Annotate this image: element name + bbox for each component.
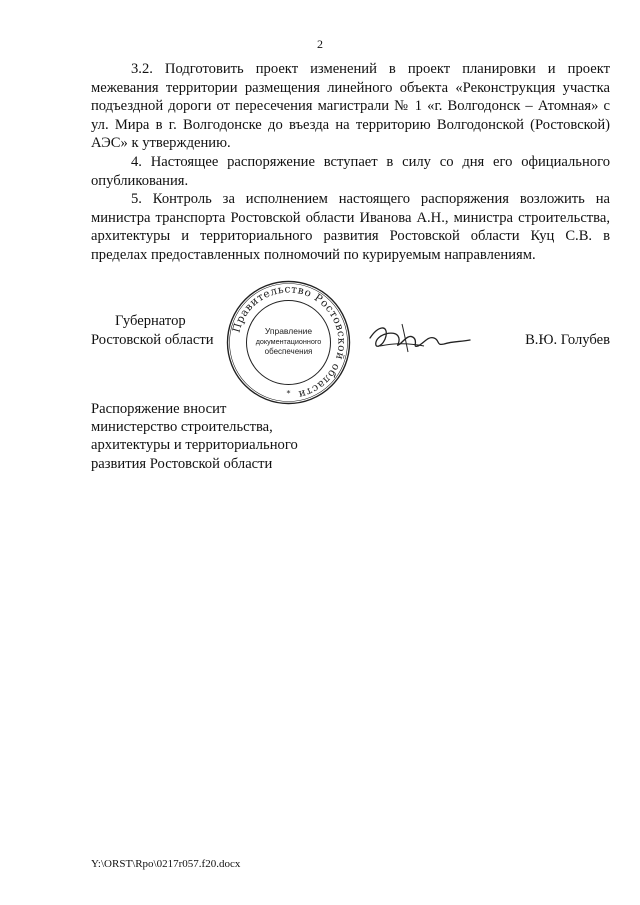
- paragraph-5: 5. Контроль за исполнением настоящего распоряжения возложить на министра транспорта Ростовской области Иванова А.Н., министра строительства, архитектуры и территориального развития Ростовской области Куц С.В. в пределах предоставленных полномочий по курируемым направлениям.: [91, 191, 610, 263]
- submitted-by-note: [91, 400, 351, 473]
- document-body: [91, 60, 610, 265]
- svg-text:обеспечения: обеспечения: [264, 347, 313, 356]
- svg-text:документационного: документационного: [255, 337, 322, 346]
- governor-region: Ростовской области: [91, 332, 214, 348]
- svg-text:*: *: [286, 389, 291, 398]
- paragraph-4: 4. Настоящее распоряжение вступает в силу со дня его официального опубликования.: [91, 153, 610, 189]
- page-number: 2: [317, 37, 323, 51]
- file-path-footer: Y:\ORST\Rpo\0217r057.f20.docx: [91, 858, 241, 870]
- paragraph-3-2: 3.2. Подготовить проект изменений в проект планировки и проект межевания территории размещения линейного объекта «Реконструкция участка подъездной дороги от пересечения магистрали № 1 «г. Волгодонск – Атомная» с ул. Мира в г. Волгодонске до въезда на территорию Волгодонской (Ростовской) АЭС» к утверждению.: [91, 61, 610, 152]
- governor-title: Губернатор: [115, 313, 186, 329]
- handwritten-signature: [364, 316, 484, 361]
- submitted-by-line: министерство строительства,: [91, 419, 273, 436]
- submitted-by-line: развития Ростовской области: [91, 455, 273, 472]
- governor-name: В.Ю. Голубев: [525, 332, 610, 348]
- submitted-by-line: архитектуры и территориального: [91, 437, 298, 454]
- submitted-by-line: Распоряжение вносит: [91, 401, 227, 417]
- svg-text:Правительство Ростовской облас: Правительство Ростовской области: [230, 283, 348, 401]
- svg-text:Управление: Управление: [264, 326, 313, 336]
- official-seal-icon: [226, 280, 351, 405]
